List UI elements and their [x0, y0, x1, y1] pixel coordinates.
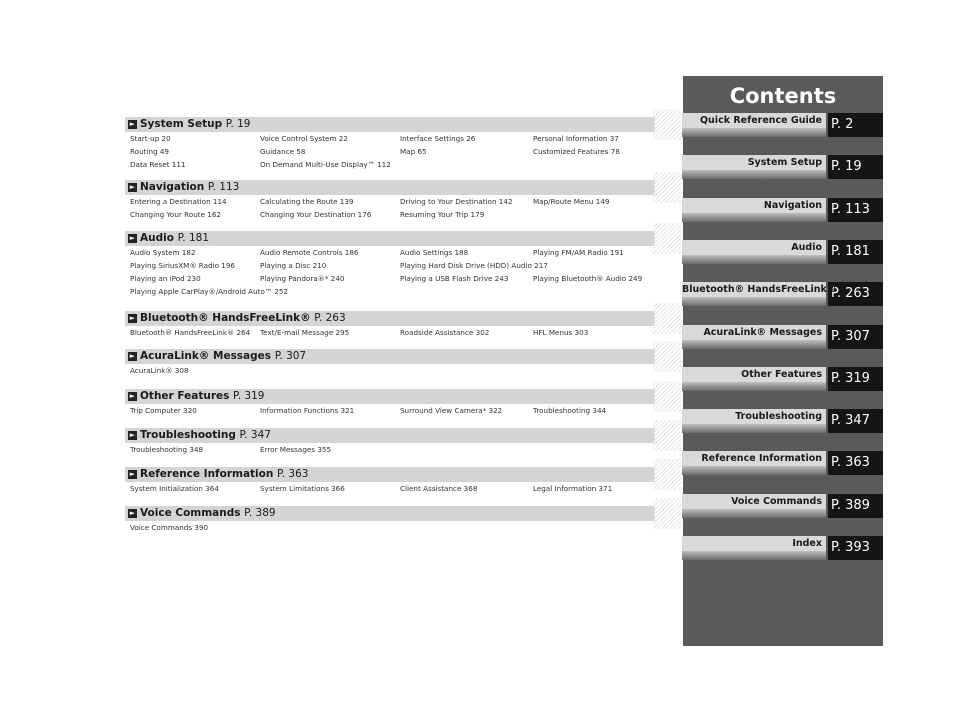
decorative-stripes	[653, 341, 681, 372]
topic-link[interactable]: Changing Your Destination 176	[260, 210, 372, 219]
topic-link[interactable]: System Limitations 366	[260, 484, 345, 493]
section-title-text: Other Features	[140, 390, 230, 402]
tab-shade	[682, 424, 826, 433]
decorative-stripes	[653, 172, 681, 203]
topic-link[interactable]: Audio System 182	[130, 248, 196, 257]
topic-link[interactable]: Driving to Your Destination 142	[400, 197, 513, 206]
topic-link[interactable]: Personal Information 37	[533, 134, 619, 143]
topic-link[interactable]: Map 65	[400, 147, 427, 156]
tab-shade	[682, 255, 826, 264]
contents-tab-text: Quick Reference Guide	[699, 115, 822, 126]
section-title[interactable]	[128, 428, 271, 443]
section-title-text: Troubleshooting	[140, 429, 236, 441]
contents-tab-text: Voice Commands	[731, 496, 822, 507]
topic-link[interactable]: Playing a USB Flash Drive 243	[400, 274, 509, 283]
tab-shade	[682, 382, 826, 391]
contents-tab-text: Navigation	[763, 200, 822, 211]
section-page: P. 19	[225, 118, 251, 130]
section-title[interactable]	[128, 389, 264, 404]
contents-tab-label	[682, 282, 837, 306]
contents-tab-text: Reference Information	[701, 453, 822, 464]
contents-tab-label	[682, 113, 826, 137]
section-page: P. 319	[233, 390, 265, 402]
section-page: P. 181	[177, 232, 210, 244]
section-title[interactable]	[128, 349, 306, 364]
section-title[interactable]	[128, 467, 308, 482]
decorative-stripes	[653, 109, 681, 140]
contents-tab[interactable]	[683, 494, 883, 518]
contents-tab-page: P. 263	[828, 282, 883, 306]
topic-link[interactable]: Resuming Your Trip 179	[400, 210, 485, 219]
section-page: P. 347	[239, 429, 271, 441]
contents-tab-label	[682, 536, 826, 560]
contents-tab[interactable]	[683, 198, 883, 222]
section-title-text: Audio	[140, 232, 174, 244]
link-arrow-icon: ►	[129, 314, 136, 322]
link-arrow-icon: ►	[129, 470, 136, 478]
contents-tab-label	[682, 451, 826, 475]
topic-link[interactable]: Surround View Camera* 322	[400, 406, 503, 415]
topic-link[interactable]: Text/E-mail Message 295	[260, 328, 350, 337]
topic-link[interactable]: Playing a Disc 210	[260, 261, 327, 270]
contents-tab-page: P. 393	[828, 536, 883, 560]
contents-tab[interactable]	[683, 367, 883, 391]
topic-link[interactable]: Routing 49	[130, 147, 169, 156]
topic-link[interactable]: Guidance 58	[260, 147, 306, 156]
section-title-text: System Setup	[140, 118, 223, 130]
topic-link[interactable]: On Demand Multi-Use Display™ 112	[260, 160, 391, 169]
topic-link[interactable]: Playing Hard Disk Drive (HDD) Audio 217	[400, 261, 548, 270]
topic-link[interactable]: Roadside Assistance 302	[400, 328, 490, 337]
contents-tab-text: Index	[792, 538, 822, 549]
contents-tab-label	[682, 240, 826, 264]
section-title[interactable]	[128, 311, 346, 326]
section-page: P. 389	[244, 507, 276, 519]
topic-link[interactable]: AcuraLink® 308	[130, 366, 189, 375]
contents-tab[interactable]	[683, 325, 883, 349]
contents-tab[interactable]	[683, 451, 883, 475]
topic-link[interactable]: Voice Control System 22	[260, 134, 348, 143]
topic-link[interactable]: Information Functions 321	[260, 406, 355, 415]
topic-link[interactable]: Playing Pandora®* 240	[260, 274, 345, 283]
contents-tab-text: Bluetooth® HandsFreeLink®	[682, 284, 837, 295]
decorative-stripes	[653, 420, 681, 451]
tab-shade	[682, 170, 826, 179]
contents-tab-page: P. 389	[828, 494, 883, 518]
section-page: P. 113	[207, 181, 240, 193]
contents-tab-page: P. 113	[828, 198, 883, 222]
contents-title: Contents	[729, 84, 837, 108]
contents-tab-text: Other Features	[741, 369, 822, 380]
contents-tab-page: P. 347	[828, 409, 883, 433]
link-arrow-icon: ►	[129, 509, 136, 517]
link-arrow-icon: ►	[129, 352, 136, 360]
contents-tab-page: P. 307	[828, 325, 883, 349]
contents-tab-text: AcuraLink® Messages	[703, 327, 822, 338]
topic-link[interactable]: Voice Commands 390	[130, 523, 209, 532]
topic-link[interactable]: Start-up 20	[130, 134, 171, 143]
topic-link[interactable]: Troubleshooting 348	[130, 445, 204, 454]
topic-link[interactable]: Troubleshooting 344	[533, 406, 607, 415]
contents-tab[interactable]	[683, 282, 883, 306]
topic-link[interactable]: Playing Apple CarPlay®/Android Auto™ 252	[130, 287, 289, 296]
topic-link[interactable]: HFL Menus 303	[533, 328, 589, 337]
tab-shade	[682, 509, 826, 518]
topic-link[interactable]: Audio Remote Controls 186	[260, 248, 359, 257]
topic-link[interactable]: Entering a Destination 114	[130, 197, 227, 206]
decorative-stripes	[653, 498, 681, 529]
contents-tab-text: Audio	[791, 242, 822, 253]
tab-shade	[682, 340, 826, 349]
topic-link[interactable]: Playing FM/AM Radio 191	[533, 248, 624, 257]
topic-link[interactable]: Audio Settings 188	[400, 248, 469, 257]
tab-shade	[682, 466, 826, 475]
topic-link[interactable]: Playing Bluetooth® Audio 249	[533, 274, 643, 283]
topic-link[interactable]: Map/Route Menu 149	[533, 197, 610, 206]
decorative-stripes	[653, 223, 681, 254]
contents-tab[interactable]	[683, 113, 883, 137]
contents-tab[interactable]	[683, 155, 883, 179]
topic-link[interactable]: Error Messages 355	[260, 445, 332, 454]
contents-tab-label	[682, 494, 826, 518]
topic-link[interactable]: Customized Features 78	[533, 147, 620, 156]
contents-tab[interactable]	[683, 536, 883, 560]
contents-tab-page: P. 181	[828, 240, 883, 264]
topic-link[interactable]: Calculating the Route 139	[260, 197, 354, 206]
section-title-text: Bluetooth® HandsFreeLink®	[140, 312, 311, 324]
tab-shade	[682, 551, 826, 560]
contents-tab-label	[682, 409, 826, 433]
section-title[interactable]	[128, 117, 250, 132]
contents-tab-label	[682, 325, 826, 349]
link-arrow-icon: ►	[129, 120, 136, 128]
decorative-stripes	[653, 459, 681, 490]
contents-tab-page: P. 319	[828, 367, 883, 391]
link-arrow-icon: ►	[129, 183, 136, 191]
tab-shade	[682, 297, 826, 306]
tab-shade	[682, 128, 826, 137]
section-page: P. 307	[274, 350, 307, 362]
topic-link[interactable]: System Initialization 364	[130, 484, 219, 493]
section-title-text: Navigation	[140, 181, 205, 193]
topic-link[interactable]: Playing SiriusXM® Radio 196	[130, 261, 235, 270]
link-arrow-icon: ►	[129, 431, 136, 439]
tab-shade	[682, 213, 826, 222]
contents-tab[interactable]	[683, 240, 883, 264]
topic-link[interactable]: Playing an iPod 230	[130, 274, 201, 283]
section-title[interactable]	[128, 180, 239, 195]
topic-link[interactable]: Client Assistance 368	[400, 484, 478, 493]
section-title[interactable]	[128, 231, 209, 246]
contents-tab-page: P. 363	[828, 451, 883, 475]
section-title[interactable]	[128, 506, 276, 521]
contents-tab-label	[682, 367, 826, 391]
contents-tab-label	[682, 155, 826, 179]
decorative-stripes	[653, 303, 681, 334]
contents-tab-page: P. 2	[828, 113, 883, 137]
topic-link[interactable]: Bluetooth® HandsFreeLink® 264	[130, 328, 251, 337]
contents-tab-label	[682, 198, 826, 222]
section-title-text: Voice Commands	[140, 507, 241, 519]
link-arrow-icon: ►	[129, 234, 136, 242]
contents-tab[interactable]	[683, 409, 883, 433]
section-title-text: AcuraLink® Messages	[140, 350, 272, 362]
contents-tab-page: P. 19	[828, 155, 883, 179]
topic-link[interactable]: Interface Settings 26	[400, 134, 476, 143]
topic-link[interactable]: Changing Your Route 162	[130, 210, 221, 219]
topic-link[interactable]: Legal Information 371	[533, 484, 613, 493]
contents-tab-text: System Setup	[747, 157, 822, 168]
link-arrow-icon: ►	[129, 392, 136, 400]
decorative-stripes	[653, 381, 681, 412]
section-page: P. 263	[314, 312, 346, 324]
section-title-text: Reference Information	[140, 468, 274, 480]
section-page: P. 363	[277, 468, 309, 480]
topic-link[interactable]: Data Reset 111	[130, 160, 186, 169]
topic-link[interactable]: Trip Computer 320	[130, 406, 197, 415]
contents-tab-text: Troubleshooting	[735, 411, 822, 422]
